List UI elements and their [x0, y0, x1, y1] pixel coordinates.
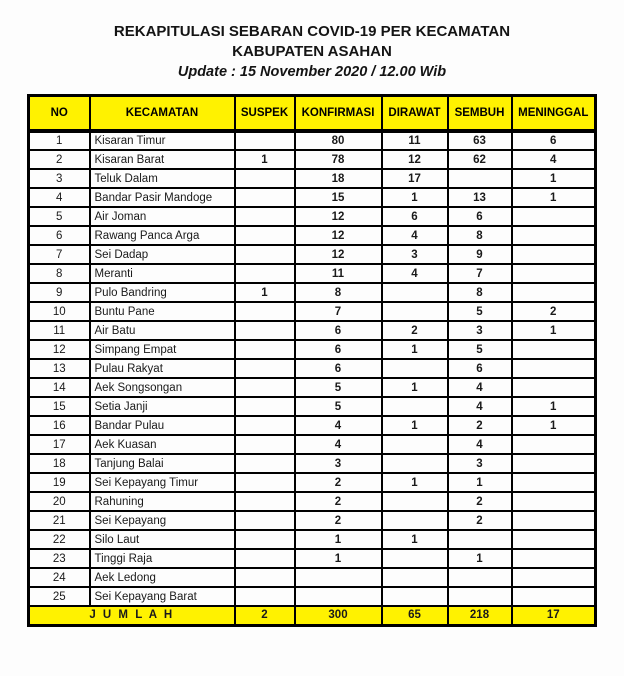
konfirmasi-cell: 5: [295, 397, 382, 416]
no-cell: 16: [29, 416, 90, 435]
suspek-cell: [235, 131, 295, 150]
konfirmasi-cell: 6: [295, 321, 382, 340]
dirawat-cell: 2: [382, 321, 448, 340]
suspek-cell: [235, 378, 295, 397]
sembuh-cell: 2: [448, 416, 512, 435]
kecamatan-cell: Aek Songsongan: [90, 378, 235, 397]
sembuh-cell: 4: [448, 397, 512, 416]
meninggal-cell: [512, 511, 596, 530]
dirawat-cell: [382, 435, 448, 454]
no-cell: 6: [29, 226, 90, 245]
dirawat-cell: [382, 492, 448, 511]
dirawat-cell: 1: [382, 378, 448, 397]
table-row: [29, 435, 596, 454]
kecamatan-cell: Kisaran Timur: [90, 131, 235, 150]
table-footer-row: [29, 606, 596, 625]
sembuh-cell: 2: [448, 492, 512, 511]
table-row: [29, 454, 596, 473]
suspek-cell: [235, 207, 295, 226]
sembuh-cell: 9: [448, 245, 512, 264]
suspek-cell: [235, 302, 295, 321]
no-cell: 18: [29, 454, 90, 473]
sembuh-cell: 1: [448, 473, 512, 492]
konfirmasi-cell: 80: [295, 131, 382, 150]
dirawat-cell: [382, 359, 448, 378]
kecamatan-cell: Air Joman: [90, 207, 235, 226]
konfirmasi-cell: 15: [295, 188, 382, 207]
table-row: [29, 302, 596, 321]
table-row: [29, 226, 596, 245]
column-header-suspek: SUSPEK: [235, 96, 295, 132]
meninggal-cell: [512, 359, 596, 378]
kecamatan-cell: Tanjung Balai: [90, 454, 235, 473]
title-line-1: REKAPITULASI SEBARAN COVID-19 PER KECAMATAN: [113, 23, 511, 40]
meninggal-cell: 1: [512, 416, 596, 435]
meninggal-cell: [512, 587, 596, 606]
meninggal-cell: [512, 568, 596, 587]
table-row: [29, 473, 596, 492]
kecamatan-cell: Teluk Dalam: [90, 169, 235, 188]
kecamatan-cell: Pulo Bandring: [90, 283, 235, 302]
dirawat-cell: 1: [382, 416, 448, 435]
table-row: [29, 530, 596, 549]
meninggal-cell: [512, 378, 596, 397]
table-row: [29, 511, 596, 530]
meninggal-cell: [512, 283, 596, 302]
meninggal-cell: 1: [512, 321, 596, 340]
table-row: [29, 568, 596, 587]
meninggal-cell: [512, 245, 596, 264]
suspek-cell: 1: [235, 150, 295, 169]
sembuh-cell: 8: [448, 283, 512, 302]
kecamatan-cell: Sei Kepayang Barat: [90, 587, 235, 606]
konfirmasi-cell: 3: [295, 454, 382, 473]
kecamatan-cell: Air Batu: [90, 321, 235, 340]
konfirmasi-cell: 78: [295, 150, 382, 169]
meninggal-cell: [512, 435, 596, 454]
table-row: [29, 359, 596, 378]
sembuh-cell: 6: [448, 207, 512, 226]
update-timestamp: Update : 15 November 2020 / 12.00 Wib: [177, 64, 447, 80]
suspek-cell: [235, 188, 295, 207]
sembuh-cell: 8: [448, 226, 512, 245]
dirawat-cell: 1: [382, 473, 448, 492]
suspek-cell: [235, 264, 295, 283]
column-header-sembuh: SEMBUH: [448, 96, 512, 132]
kecamatan-cell: Simpang Empat: [90, 340, 235, 359]
suspek-cell: [235, 549, 295, 568]
sembuh-cell: 4: [448, 435, 512, 454]
konfirmasi-cell: [295, 568, 382, 587]
jumlah-sembuh-cell: 218: [448, 606, 512, 625]
table-row: [29, 397, 596, 416]
table-row: [29, 378, 596, 397]
dirawat-cell: 4: [382, 264, 448, 283]
kecamatan-cell: Bandar Pulau: [90, 416, 235, 435]
no-cell: 9: [29, 283, 90, 302]
no-cell: 7: [29, 245, 90, 264]
sembuh-cell: 62: [448, 150, 512, 169]
sembuh-cell: [448, 587, 512, 606]
jumlah-konfirmasi-cell: 300: [295, 606, 382, 625]
jumlah-label: J U M L A H: [29, 606, 235, 625]
no-cell: 12: [29, 340, 90, 359]
konfirmasi-cell: 12: [295, 207, 382, 226]
konfirmasi-cell: [295, 587, 382, 606]
no-cell: 23: [29, 549, 90, 568]
kecamatan-cell: Sei Kepayang Timur: [90, 473, 235, 492]
dirawat-cell: [382, 283, 448, 302]
sembuh-cell: 6: [448, 359, 512, 378]
sembuh-cell: 4: [448, 378, 512, 397]
suspek-cell: [235, 435, 295, 454]
konfirmasi-cell: 6: [295, 359, 382, 378]
dirawat-cell: [382, 587, 448, 606]
konfirmasi-cell: 7: [295, 302, 382, 321]
no-cell: 13: [29, 359, 90, 378]
sembuh-cell: 13: [448, 188, 512, 207]
sembuh-cell: 2: [448, 511, 512, 530]
no-cell: 22: [29, 530, 90, 549]
no-cell: 3: [29, 169, 90, 188]
no-cell: 5: [29, 207, 90, 226]
kecamatan-cell: Meranti: [90, 264, 235, 283]
table-header-row: [29, 96, 596, 132]
dirawat-cell: 1: [382, 340, 448, 359]
no-cell: 14: [29, 378, 90, 397]
meninggal-cell: 6: [512, 131, 596, 150]
dirawat-cell: 12: [382, 150, 448, 169]
konfirmasi-cell: 12: [295, 226, 382, 245]
suspek-cell: [235, 226, 295, 245]
kecamatan-cell: Sei Kepayang: [90, 511, 235, 530]
no-cell: 21: [29, 511, 90, 530]
meninggal-cell: [512, 340, 596, 359]
kecamatan-cell: Rahuning: [90, 492, 235, 511]
meninggal-cell: [512, 473, 596, 492]
dirawat-cell: [382, 397, 448, 416]
dirawat-cell: 1: [382, 188, 448, 207]
suspek-cell: [235, 530, 295, 549]
meninggal-cell: [512, 492, 596, 511]
no-cell: 11: [29, 321, 90, 340]
table-row: [29, 416, 596, 435]
meninggal-cell: 2: [512, 302, 596, 321]
kecamatan-cell: Aek Kuasan: [90, 435, 235, 454]
meninggal-cell: 1: [512, 188, 596, 207]
konfirmasi-cell: 12: [295, 245, 382, 264]
konfirmasi-cell: 8: [295, 283, 382, 302]
meninggal-cell: [512, 530, 596, 549]
no-cell: 24: [29, 568, 90, 587]
konfirmasi-cell: 4: [295, 416, 382, 435]
no-cell: 8: [29, 264, 90, 283]
suspek-cell: [235, 587, 295, 606]
no-cell: 17: [29, 435, 90, 454]
dirawat-cell: [382, 302, 448, 321]
dirawat-cell: 6: [382, 207, 448, 226]
column-header-meninggal: MENINGGAL: [512, 96, 596, 132]
konfirmasi-cell: 18: [295, 169, 382, 188]
suspek-cell: [235, 568, 295, 587]
sembuh-cell: [448, 169, 512, 188]
suspek-cell: [235, 245, 295, 264]
sembuh-cell: 63: [448, 131, 512, 150]
jumlah-suspek-cell: 2: [235, 606, 295, 625]
table-row: [29, 188, 596, 207]
kecamatan-cell: Setia Janji: [90, 397, 235, 416]
column-header-konfirmasi: KONFIRMASI: [295, 96, 382, 132]
dirawat-cell: 11: [382, 131, 448, 150]
meninggal-cell: [512, 549, 596, 568]
column-header-kecamatan: KECAMATAN: [90, 96, 235, 132]
table-row: [29, 245, 596, 264]
kecamatan-cell: Silo Laut: [90, 530, 235, 549]
covid-recap-table: [27, 94, 597, 627]
meninggal-cell: 1: [512, 169, 596, 188]
meninggal-cell: [512, 454, 596, 473]
meninggal-cell: 4: [512, 150, 596, 169]
meninggal-cell: [512, 264, 596, 283]
kecamatan-cell: Aek Ledong: [90, 568, 235, 587]
dirawat-cell: [382, 549, 448, 568]
table-row: [29, 169, 596, 188]
column-header-dirawat: DIRAWAT: [382, 96, 448, 132]
konfirmasi-cell: 2: [295, 511, 382, 530]
suspek-cell: [235, 492, 295, 511]
meninggal-cell: [512, 226, 596, 245]
dirawat-cell: 3: [382, 245, 448, 264]
no-cell: 15: [29, 397, 90, 416]
table-row: [29, 131, 596, 150]
suspek-cell: 1: [235, 283, 295, 302]
sembuh-cell: 1: [448, 549, 512, 568]
table-row: [29, 207, 596, 226]
no-cell: 4: [29, 188, 90, 207]
dirawat-cell: [382, 454, 448, 473]
suspek-cell: [235, 359, 295, 378]
no-cell: 2: [29, 150, 90, 169]
table-row: [29, 283, 596, 302]
meninggal-cell: [512, 207, 596, 226]
suspek-cell: [235, 340, 295, 359]
suspek-cell: [235, 511, 295, 530]
konfirmasi-cell: 5: [295, 378, 382, 397]
suspek-cell: [235, 169, 295, 188]
table-row: [29, 587, 596, 606]
konfirmasi-cell: 11: [295, 264, 382, 283]
title-line-2: KABUPATEN ASAHAN: [232, 43, 392, 60]
kecamatan-cell: Pulau Rakyat: [90, 359, 235, 378]
table-row: [29, 492, 596, 511]
sembuh-cell: [448, 530, 512, 549]
jumlah-meninggal-cell: 17: [512, 606, 596, 625]
sembuh-cell: 3: [448, 454, 512, 473]
dirawat-cell: [382, 511, 448, 530]
dirawat-cell: 17: [382, 169, 448, 188]
dirawat-cell: 4: [382, 226, 448, 245]
table-row: [29, 340, 596, 359]
jumlah-dirawat-cell: 65: [382, 606, 448, 625]
suspek-cell: [235, 397, 295, 416]
suspek-cell: [235, 416, 295, 435]
no-cell: 20: [29, 492, 90, 511]
table-row: [29, 549, 596, 568]
sembuh-cell: 3: [448, 321, 512, 340]
kecamatan-cell: Tinggi Raja: [90, 549, 235, 568]
kecamatan-cell: Kisaran Barat: [90, 150, 235, 169]
document-title: [0, 0, 624, 82]
sembuh-cell: [448, 568, 512, 587]
no-cell: 1: [29, 131, 90, 150]
table-row: [29, 264, 596, 283]
konfirmasi-cell: 2: [295, 473, 382, 492]
sembuh-cell: 5: [448, 340, 512, 359]
konfirmasi-cell: 2: [295, 492, 382, 511]
suspek-cell: [235, 454, 295, 473]
sembuh-cell: 5: [448, 302, 512, 321]
kecamatan-cell: Rawang Panca Arga: [90, 226, 235, 245]
meninggal-cell: 1: [512, 397, 596, 416]
dirawat-cell: 1: [382, 530, 448, 549]
table-row: [29, 150, 596, 169]
kecamatan-cell: Sei Dadap: [90, 245, 235, 264]
kecamatan-cell: Buntu Pane: [90, 302, 235, 321]
konfirmasi-cell: 1: [295, 549, 382, 568]
suspek-cell: [235, 473, 295, 492]
no-cell: 10: [29, 302, 90, 321]
dirawat-cell: [382, 568, 448, 587]
no-cell: 19: [29, 473, 90, 492]
table-row: [29, 321, 596, 340]
konfirmasi-cell: 4: [295, 435, 382, 454]
kecamatan-cell: Bandar Pasir Mandoge: [90, 188, 235, 207]
suspek-cell: [235, 321, 295, 340]
konfirmasi-cell: 6: [295, 340, 382, 359]
sembuh-cell: 7: [448, 264, 512, 283]
column-header-no: NO: [29, 96, 90, 132]
no-cell: 25: [29, 587, 90, 606]
konfirmasi-cell: 1: [295, 530, 382, 549]
